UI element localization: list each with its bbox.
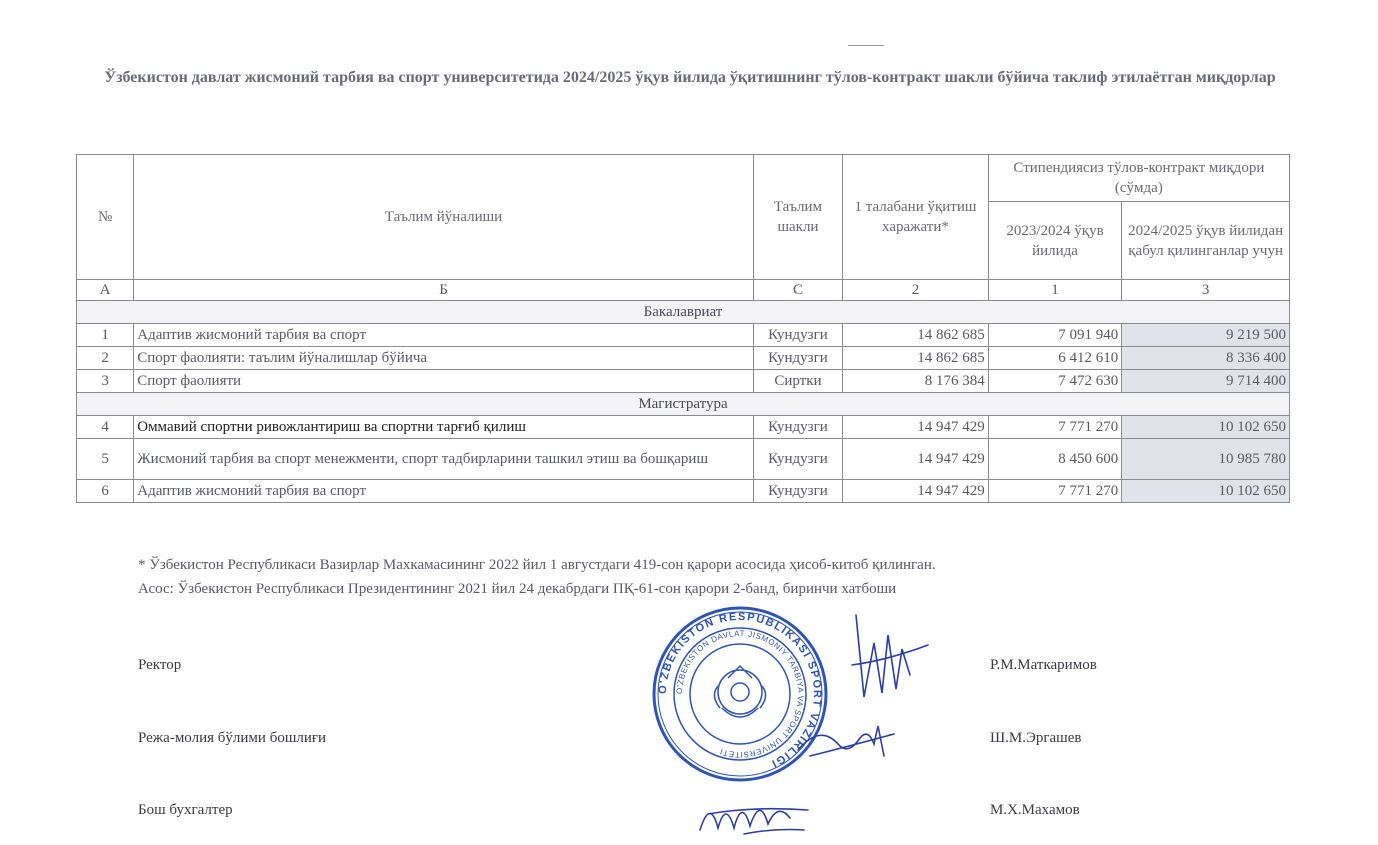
top-dash-mark [848, 45, 884, 46]
stamp-inner-ring [690, 644, 790, 744]
signatory-role-chief-accountant: Бош бухгалтер [138, 802, 233, 818]
table-row [77, 347, 1290, 370]
section-title-bachelor: Бакалавриат [77, 301, 1290, 324]
basis-note: Асос: Ўзбекистон Республикаси Президентининг 2021 йил 24 декабрдаги ПҚ-61-сон қарори 2-банд, биринчи хатбоши [138, 581, 897, 597]
tuition-fee-table [76, 154, 1290, 503]
row-form: Кундузги [753, 480, 842, 503]
row-fee-2023: 7 771 270 [988, 416, 1122, 439]
row-fee-2023: 7 091 940 [988, 324, 1122, 347]
row-direction: Спорт фаолияти: таълим йўналишлар бўйича [134, 347, 754, 370]
signatory-role-finance-head: Режа-молия бўлими бошлиғи [138, 730, 327, 746]
row-fee-2023: 6 412 610 [988, 347, 1122, 370]
row-cost: 14 947 429 [843, 416, 989, 439]
row-fee-2024: 10 102 650 [1122, 416, 1290, 439]
header-form: Таълим шакли [753, 155, 842, 280]
row-form: Кундузги [753, 324, 842, 347]
table-row [77, 370, 1290, 393]
stamp-middle-ring [674, 628, 806, 760]
section-header [77, 393, 1290, 416]
row-fee-2023: 7 771 270 [988, 480, 1122, 503]
header-cost: 1 талабани ўқитиш харажати* [843, 155, 989, 280]
footnote: * Ўзбекистон Республикаси Вазирлар Махкамасининг 2022 йил 1 августдаги 419-сон қарори асосида ҳисоб-китоб қилинган. [138, 557, 936, 573]
table-row [77, 324, 1290, 347]
row-number: 1 [77, 324, 134, 347]
column-index: А [77, 280, 134, 301]
header-contract-group: Стипендиясиз тўлов-контракт миқдори (сўмда) [988, 155, 1289, 202]
emblem-icon [714, 666, 765, 717]
column-index: 3 [1122, 280, 1290, 301]
row-cost: 14 862 685 [843, 347, 989, 370]
stamp-inner-text-path: O'ZBEKISTON DAVLAT JISMONIY TARBIYA VA SPORT UNIVERSITETI [674, 628, 806, 760]
table-row [77, 416, 1290, 439]
row-cost: 14 947 429 [843, 480, 989, 503]
column-index: С [753, 280, 842, 301]
row-cost: 14 947 429 [843, 439, 989, 480]
row-number: 2 [77, 347, 134, 370]
row-number: 3 [77, 370, 134, 393]
row-cost: 8 176 384 [843, 370, 989, 393]
signatory-role-rector: Ректор [138, 657, 182, 673]
stamp-inner-text [675, 629, 805, 759]
signatory-name-chief-accountant: М.Х.Махамов [990, 802, 1080, 818]
row-form: Кундузги [753, 439, 842, 480]
accountant-signature-icon [694, 788, 814, 840]
notes-block [138, 553, 936, 601]
row-direction: Адаптив жисмоний тарбия ва спорт [134, 324, 754, 347]
row-direction: Адаптив жисмоний тарбия ва спорт [134, 480, 754, 503]
rector-signature-icon [838, 605, 938, 705]
column-index: 2 [843, 280, 989, 301]
row-form: Кундузги [753, 347, 842, 370]
row-fee-2024: 10 985 780 [1122, 439, 1290, 480]
stamp-outer-text-path: O'ZBEKISTON RESPUBLIKASI SPORT VAZIRLIGI [656, 610, 824, 770]
signatory-name-finance-head: Ш.М.Эргашев [990, 730, 1082, 746]
row-fee-2024: 8 336 400 [1122, 347, 1290, 370]
row-fee-2024: 9 219 500 [1122, 324, 1290, 347]
table-header-row [77, 155, 1290, 202]
column-index: 1 [988, 280, 1122, 301]
column-index-row [77, 280, 1290, 301]
row-direction: Спорт фаолияти [134, 370, 754, 393]
section-header [77, 301, 1290, 324]
row-form: Кундузги [753, 416, 842, 439]
row-fee-2023: 7 472 630 [988, 370, 1122, 393]
row-form: Сиртки [753, 370, 842, 393]
row-number: 4 [77, 416, 134, 439]
row-cost: 14 862 685 [843, 324, 989, 347]
row-number: 6 [77, 480, 134, 503]
row-fee-2024: 10 102 650 [1122, 480, 1290, 503]
column-index: Б [134, 280, 754, 301]
row-fee-2024: 9 714 400 [1122, 370, 1290, 393]
table-row [77, 480, 1290, 503]
header-num: № [77, 155, 134, 280]
row-direction: Жисмоний тарбия ва спорт менежменти, спорт тадбирларини ташкил этиш ва бошқариш [134, 439, 754, 480]
header-year-2023: 2023/2024 ўқув йилида [988, 202, 1122, 280]
table-row [77, 439, 1290, 480]
signatory-name-rector: Р.М.Маткаримов [990, 657, 1097, 673]
row-number: 5 [77, 439, 134, 480]
header-direction: Таълим йўналиши [134, 155, 754, 280]
row-fee-2023: 8 450 600 [988, 439, 1122, 480]
section-title-master: Магистратура [77, 393, 1290, 416]
document-title: Ўзбекистон давлат жисмоний тарбия ва спорт университетида 2024/2025 ўқув йилида ўқитишнинг тўлов-контракт шакли бўйича таклиф этилаётган миқдорлар [104, 69, 1276, 86]
finance-head-signature-icon [790, 712, 900, 772]
header-year-2024: 2024/2025 ўқув йилидан қабул қилинганлар учун [1122, 202, 1290, 280]
row-direction: Оммавий спортни ривожлантириш ва спортни тарғиб қилиш [134, 416, 754, 439]
